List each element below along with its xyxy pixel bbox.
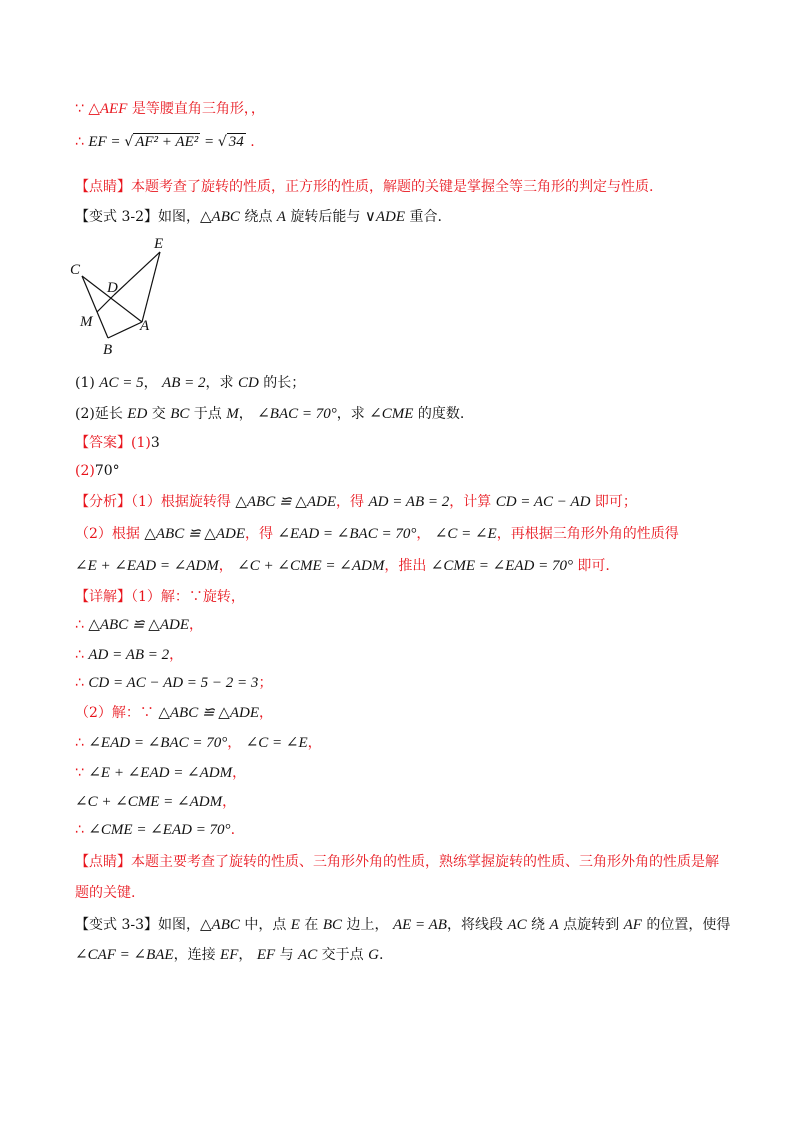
text-segment: 的位置，使得 xyxy=(641,917,731,933)
line-14 xyxy=(75,645,183,665)
line-5 xyxy=(75,373,305,393)
line-20 xyxy=(75,820,235,840)
text-segment: ， xyxy=(416,526,435,542)
radicand: AF² + AE² xyxy=(135,134,199,150)
text-segment: ，得 xyxy=(245,526,278,542)
math-expression: △ABC xyxy=(200,917,240,933)
geometry-figure xyxy=(70,232,180,360)
text-segment: 70° xyxy=(94,463,120,479)
math-expression: ∠C + ∠CME = ∠ADM xyxy=(237,558,385,574)
text-segment: ， xyxy=(227,735,246,751)
math-expression: AD = AB = 2 xyxy=(368,494,450,510)
text-segment: 重合. xyxy=(405,209,442,225)
math-expression: A xyxy=(549,917,559,933)
label-B: B xyxy=(103,342,113,358)
text-segment: ， xyxy=(238,406,258,422)
math-expression: AE = AB xyxy=(392,917,447,933)
line-19 xyxy=(75,792,236,812)
math-expression: = xyxy=(200,134,218,150)
text-segment: 点旋转到 xyxy=(558,917,624,933)
math-expression xyxy=(124,134,200,150)
text-segment: 题的关键. xyxy=(75,885,136,901)
math-expression: ∠CME = ∠EAD = 70° xyxy=(88,822,231,838)
text-segment: 中，点 xyxy=(239,917,291,933)
text-segment: 绕 xyxy=(526,917,550,933)
line-15 xyxy=(75,673,272,693)
math-expression: △ABC ≌ △ADE xyxy=(144,526,245,542)
math-expression: ∠BAC = 70° xyxy=(257,406,337,422)
math-expression: M xyxy=(226,406,239,422)
text-segment: 【点睛】本题考查了旋转的性质，正方形的性质，解题的关键是掌握全等三角形的判定与性质. xyxy=(75,179,654,195)
text-segment: 【答案】(1) xyxy=(75,435,151,451)
text-segment: ，再根据三角形外角的性质得 xyxy=(496,526,679,542)
text-segment: ，求 xyxy=(336,406,370,422)
radical-sign: √ xyxy=(124,134,134,150)
segment-ED xyxy=(114,252,160,295)
text-segment: ∴ xyxy=(75,647,89,663)
text-segment: ， xyxy=(169,647,184,663)
text-segment: 【变式 3-3】如图， xyxy=(75,917,200,933)
math-expression: ∠E + ∠EAD = ∠ADM xyxy=(88,765,233,781)
segment-AE xyxy=(142,252,160,322)
line-6 xyxy=(75,404,464,424)
text-segment: ∵ xyxy=(75,765,89,781)
text-segment: 【分析】（1）根据旋转得 xyxy=(75,494,236,510)
text-segment: (2) xyxy=(75,463,95,479)
text-segment: ，连接 xyxy=(173,947,221,963)
math-expression: △ABC ≌ △ADE xyxy=(235,494,336,510)
line-8 xyxy=(75,461,120,481)
text-segment: (2)延长 xyxy=(75,406,128,422)
text-segment: ； xyxy=(258,675,273,691)
math-expression: CD = AC − AD xyxy=(495,494,591,510)
line-23 xyxy=(75,915,730,935)
math-expression: △ABC xyxy=(200,209,240,225)
math-expression: ∠CME xyxy=(369,406,414,422)
text-segment: 旋转后能与 xyxy=(285,209,365,225)
math-expression: ∠C = ∠E xyxy=(434,526,497,542)
text-segment: 绕点 xyxy=(239,209,277,225)
text-segment: . xyxy=(378,947,384,963)
line-4 xyxy=(75,207,442,227)
math-expression: ∠CME = ∠EAD = 70° xyxy=(430,558,573,574)
line-3 xyxy=(75,177,653,197)
math-expression: CD xyxy=(237,375,259,391)
line-12 xyxy=(75,587,245,607)
math-expression: BC xyxy=(170,406,190,422)
math-expression xyxy=(218,134,246,150)
math-expression: AC xyxy=(298,947,318,963)
text-segment: ，将线段 xyxy=(446,917,508,933)
label-M: M xyxy=(80,314,93,330)
math-expression: △ABC ≌ △ADE xyxy=(88,617,189,633)
text-segment: 3 xyxy=(150,435,160,451)
math-expression: ∨ADE xyxy=(364,209,405,225)
text-segment: ，推出 xyxy=(384,558,431,574)
text-segment: 【点睛】本题主要考查了旋转的性质、三角形外角的性质，熟练掌握旋转的性质、三角形外角的性质是解 xyxy=(75,854,719,870)
text-segment: ∴ xyxy=(75,134,89,150)
math-expression: AD = AB = 2 xyxy=(88,647,170,663)
text-segment: 的长； xyxy=(258,375,306,391)
text-segment: ， xyxy=(259,705,273,721)
line-1 xyxy=(75,99,265,119)
text-segment: ， xyxy=(218,558,238,574)
math-expression: ∠C = ∠E xyxy=(245,735,308,751)
label-E: E xyxy=(154,236,164,252)
text-segment: ， xyxy=(232,765,247,781)
math-expression: A xyxy=(276,209,286,225)
math-expression: △AEF xyxy=(88,101,128,117)
text-segment: 【详解】（1）解：∵旋转， xyxy=(75,589,245,605)
line-21 xyxy=(75,852,719,872)
text-segment: 交于点 xyxy=(317,947,369,963)
text-segment: ， xyxy=(189,617,203,633)
line-22 xyxy=(75,883,135,903)
text-segment: ， xyxy=(222,794,237,810)
line-13 xyxy=(75,615,203,635)
text-segment: ， xyxy=(307,735,322,751)
line-24 xyxy=(75,945,383,965)
math-expression: E xyxy=(290,917,300,933)
math-expression: AF xyxy=(623,917,642,933)
text-segment: ∴ xyxy=(75,675,89,691)
label-C: C xyxy=(70,262,81,278)
line-10 xyxy=(75,524,679,544)
line-7 xyxy=(75,433,160,453)
text-segment: ， xyxy=(143,375,163,391)
text-segment: . xyxy=(245,134,255,150)
text-segment: （2）解：∵ xyxy=(75,705,159,721)
text-segment: 【变式 3-2】如图， xyxy=(75,209,200,225)
text-segment: 即可. xyxy=(572,558,610,574)
text-segment: 交 xyxy=(147,406,171,422)
text-segment: 边上， xyxy=(342,917,393,933)
text-segment: ∵ xyxy=(75,101,89,117)
text-segment: . xyxy=(230,822,236,838)
line-2 xyxy=(75,132,255,152)
line-11 xyxy=(75,556,610,576)
text-segment: ∴ xyxy=(75,617,89,633)
math-expression: BC xyxy=(322,917,343,933)
math-expression: ∠EAD = ∠BAC = 70° xyxy=(277,526,417,542)
math-expression: ∠CAF = ∠BAE xyxy=(75,947,174,963)
math-expression: AB = 2 xyxy=(162,375,206,391)
math-expression: ∠C + ∠CME = ∠ADM xyxy=(75,794,223,810)
line-16 xyxy=(75,703,273,723)
text-segment: ∴ xyxy=(75,822,89,838)
math-expression: AC = 5 xyxy=(99,375,144,391)
math-expression: AC xyxy=(507,917,527,933)
segment-DM xyxy=(97,295,114,312)
math-expression: △ABC ≌ △ADE xyxy=(158,705,259,721)
label-A: A xyxy=(140,318,150,334)
text-segment: ，得 xyxy=(336,494,369,510)
label-D: D xyxy=(107,280,118,296)
text-segment: 即可； xyxy=(590,494,637,510)
math-expression: G xyxy=(368,947,379,963)
segment-BA xyxy=(108,322,142,338)
text-segment: 于点 xyxy=(189,406,227,422)
math-expression: ∠EAD = ∠BAC = 70° xyxy=(88,735,228,751)
text-segment: ，计算 xyxy=(449,494,496,510)
math-expression: ∠E + ∠EAD = ∠ADM xyxy=(75,558,219,574)
text-segment: ， xyxy=(238,947,257,963)
text-segment: (1) xyxy=(75,375,100,391)
math-expression: CD = AC − AD = 5 − 2 = 3 xyxy=(88,675,259,691)
text-segment: （2）根据 xyxy=(75,526,145,542)
radicand: 34 xyxy=(228,134,244,150)
text-segment: ∴ xyxy=(75,735,89,751)
line-9 xyxy=(75,492,637,512)
radical-sign: √ xyxy=(217,134,227,150)
text-segment: 在 xyxy=(299,917,323,933)
line-18 xyxy=(75,763,246,783)
line-17 xyxy=(75,733,322,753)
math-expression: EF xyxy=(220,947,239,963)
math-expression: ED xyxy=(127,406,148,422)
text-segment: ，求 xyxy=(205,375,238,391)
text-segment: 与 xyxy=(275,947,299,963)
text-segment: 的度数. xyxy=(413,406,465,422)
math-expression: EF xyxy=(256,947,276,963)
text-segment: 是等腰直角三角形，， xyxy=(127,101,265,117)
math-expression: EF = xyxy=(88,134,125,150)
